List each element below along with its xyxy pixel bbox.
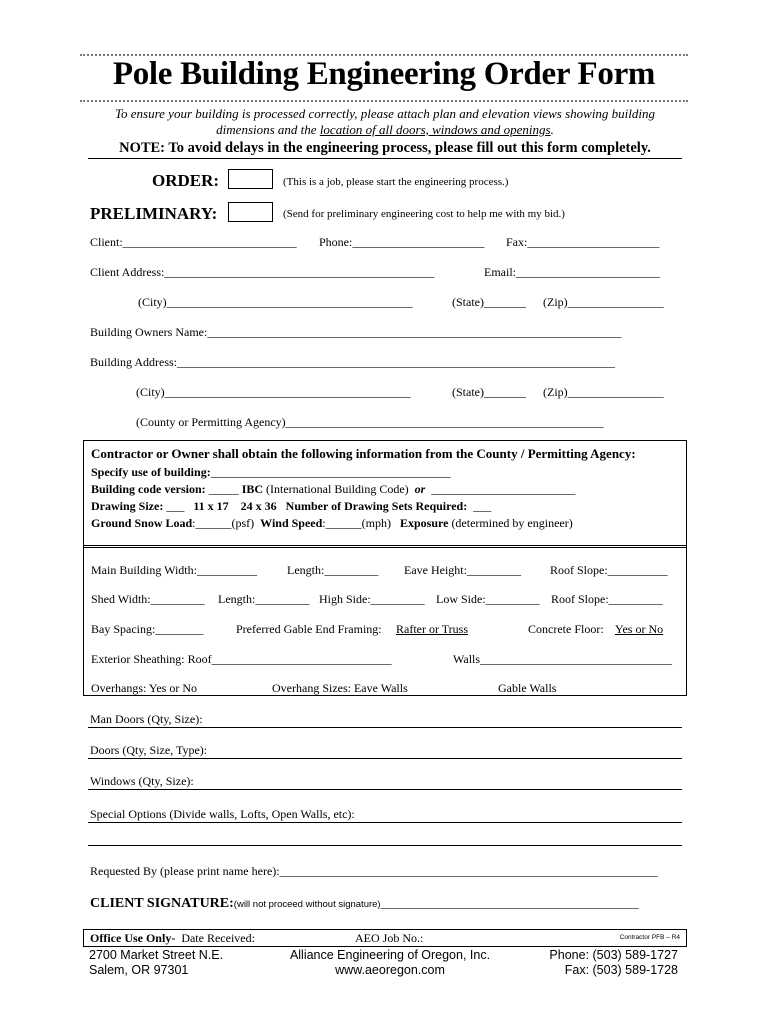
client-zip-field[interactable]: (Zip)________________ [543, 295, 664, 309]
man-doors-label: Man Doors (Qty, Size): [90, 712, 203, 726]
intro-underlined: location of all doors, windows and openings [319, 122, 551, 137]
special-options-label: Special Options (Divide walls, Lofts, Open Walls, etc): [90, 807, 355, 821]
preliminary-checkbox[interactable] [228, 202, 273, 222]
office-use-label: Office Use Only- [90, 931, 176, 945]
main-width-field[interactable]: Main Building Width:__________ [91, 563, 257, 577]
preliminary-description: (Send for preliminary engineering cost to help me with my bid.) [283, 208, 565, 220]
code-ibc: IBC [241, 482, 264, 496]
building-zip-field[interactable]: (Zip)________________ [543, 385, 664, 399]
date-received-field[interactable]: Date Received: [181, 931, 255, 945]
wind-input[interactable]: :______(mph) [322, 516, 391, 530]
footer-street: 2700 Market Street N.E. [89, 948, 224, 962]
intro-line-1: To ensure your building is processed correctly, please attach plan and elevation views showing building [114, 106, 656, 121]
owner-name-field[interactable]: Building Owners Name:_____________________________________________________________________ [90, 325, 622, 339]
use-label: Specify use of building: [91, 465, 211, 479]
code-input[interactable]: _____ [208, 482, 239, 496]
sheathing-walls-field[interactable]: Walls________________________________ [453, 652, 673, 666]
office-use-box [83, 929, 687, 947]
doors-label: Doors (Qty, Size, Type): [90, 743, 208, 757]
snow-label: Ground Snow Load [91, 516, 193, 530]
high-side-field[interactable]: High Side:_________ [319, 592, 425, 606]
windows-label: Windows (Qty, Size): [90, 774, 194, 788]
footer-company-block [270, 948, 510, 978]
footer-address [89, 948, 223, 978]
county-section [83, 440, 687, 548]
footer-phone: Phone: (503) 589-1727 [549, 948, 678, 962]
footer-city: Salem, OR 97301 [89, 963, 189, 977]
fax-field[interactable]: Fax:______________________ [506, 235, 660, 249]
drawing-24x36[interactable]: 24 x 36 [240, 499, 277, 513]
footer-website[interactable]: www.aeoregon.com [335, 963, 445, 977]
order-checkbox[interactable] [228, 169, 273, 189]
snow-input[interactable]: :______(psf) [192, 516, 255, 530]
code-other-input[interactable]: ________________________ [431, 482, 576, 496]
email-field[interactable]: Email:________________________ [484, 265, 660, 279]
overhang-sizes-field[interactable]: Overhang Sizes: Eave Walls [272, 681, 408, 695]
aeo-job-field[interactable]: AEO Job No.: [355, 931, 424, 945]
county-section-heading: Contractor or Owner shall obtain the following information from the County / Permitting Agency: [91, 446, 636, 461]
drawing-label: Drawing Size: [91, 499, 164, 513]
special-options-line-2[interactable] [88, 845, 682, 846]
client-field[interactable]: Client:_____________________________ [90, 235, 297, 249]
exposure-desc: (determined by engineer) [451, 516, 573, 530]
snow-row [91, 516, 573, 531]
office-use-row [90, 931, 255, 946]
length-field[interactable]: Length:_________ [287, 563, 379, 577]
footer-contact [549, 948, 678, 978]
order-label: ORDER: [152, 171, 220, 190]
wind-label: Wind Speed [260, 516, 323, 530]
sheathing-roof-field[interactable]: Exterior Sheathing: Roof______________________________ [91, 652, 392, 666]
roof-slope-field[interactable]: Roof Slope:__________ [550, 563, 668, 577]
gable-walls-field[interactable]: Gable Walls [498, 681, 557, 695]
page-title: Pole Building Engineering Order Form [112, 56, 656, 92]
drawing-11x17[interactable]: 11 x 17 [193, 499, 229, 513]
client-address-field[interactable]: Client Address:_____________________________________________ [90, 265, 435, 279]
client-state-field[interactable]: (State)_______ [452, 295, 526, 309]
building-state-field[interactable]: (State)_______ [452, 385, 526, 399]
code-row [91, 482, 575, 497]
preliminary-label: PRELIMINARY: [90, 204, 218, 223]
special-options-line-1[interactable] [88, 822, 682, 823]
signature-line[interactable]: ___________________________________________ [380, 896, 639, 910]
windows-line[interactable] [88, 789, 682, 790]
code-ibc-desc: (International Building Code) [266, 482, 409, 496]
building-address-field[interactable]: Building Address:_________________________________________________________________________ [90, 355, 616, 369]
shed-roof-slope-field[interactable]: Roof Slope:_________ [551, 592, 663, 606]
note-text: NOTE: To avoid delays in the engineering process, please fill out this form completely. [88, 140, 682, 159]
man-doors-line[interactable] [88, 727, 682, 728]
intro-text [88, 106, 682, 138]
sets-input[interactable]: ___ [473, 499, 492, 513]
overhangs-field[interactable]: Overhangs: Yes or No [91, 681, 197, 695]
signature-row [90, 894, 639, 912]
building-city-field[interactable]: (City)_________________________________________ [136, 385, 411, 399]
concrete-floor-label: Concrete Floor: [528, 622, 604, 636]
shed-length-field[interactable]: Length:_________ [218, 592, 310, 606]
use-input[interactable]: ________________________________________ [210, 465, 451, 479]
concrete-floor-options[interactable]: Yes or No [615, 622, 664, 636]
footer-fax: Fax: (503) 589-1728 [564, 963, 678, 977]
form-code: Contractor PFB – R4 [619, 934, 680, 941]
exposure-label: Exposure [399, 516, 449, 530]
code-or: or [414, 482, 426, 496]
signature-note: (will not proceed without signature) [233, 899, 381, 910]
drawing-row [91, 499, 491, 514]
title-border-bottom [80, 100, 688, 102]
low-side-field[interactable]: Low Side:_________ [436, 592, 540, 606]
order-description: (This is a job, please start the engineering process.) [283, 176, 509, 188]
gable-framing-options[interactable]: Rafter or Truss [396, 622, 469, 636]
intro-line-2: dimensions and the location of all doors, windows and openings. [216, 122, 554, 137]
eave-height-field[interactable]: Eave Height:_________ [404, 563, 521, 577]
signature-label: CLIENT SIGNATURE: [90, 896, 234, 911]
sets-label: Number of Drawing Sets Required: [285, 499, 468, 513]
bay-spacing-field[interactable]: Bay Spacing:________ [91, 622, 204, 636]
county-field[interactable]: (County or Permitting Agency)_____________________________________________________ [136, 415, 604, 429]
requested-by-field[interactable]: Requested By (please print name here):_______________________________________________________________ [90, 864, 658, 878]
use-row [91, 465, 451, 480]
code-label: Building code version: [91, 482, 206, 496]
phone-field[interactable]: Phone:______________________ [319, 235, 485, 249]
client-city-field[interactable]: (City)_________________________________________ [138, 295, 413, 309]
building-section [83, 545, 687, 696]
shed-width-field[interactable]: Shed Width:_________ [91, 592, 205, 606]
drawing-input[interactable]: ___ [166, 499, 185, 513]
doors-line[interactable] [88, 758, 682, 759]
gable-framing-label: Preferred Gable End Framing: [236, 622, 382, 636]
footer-company: Alliance Engineering of Oregon, Inc. [289, 948, 491, 962]
title-block [80, 54, 688, 104]
